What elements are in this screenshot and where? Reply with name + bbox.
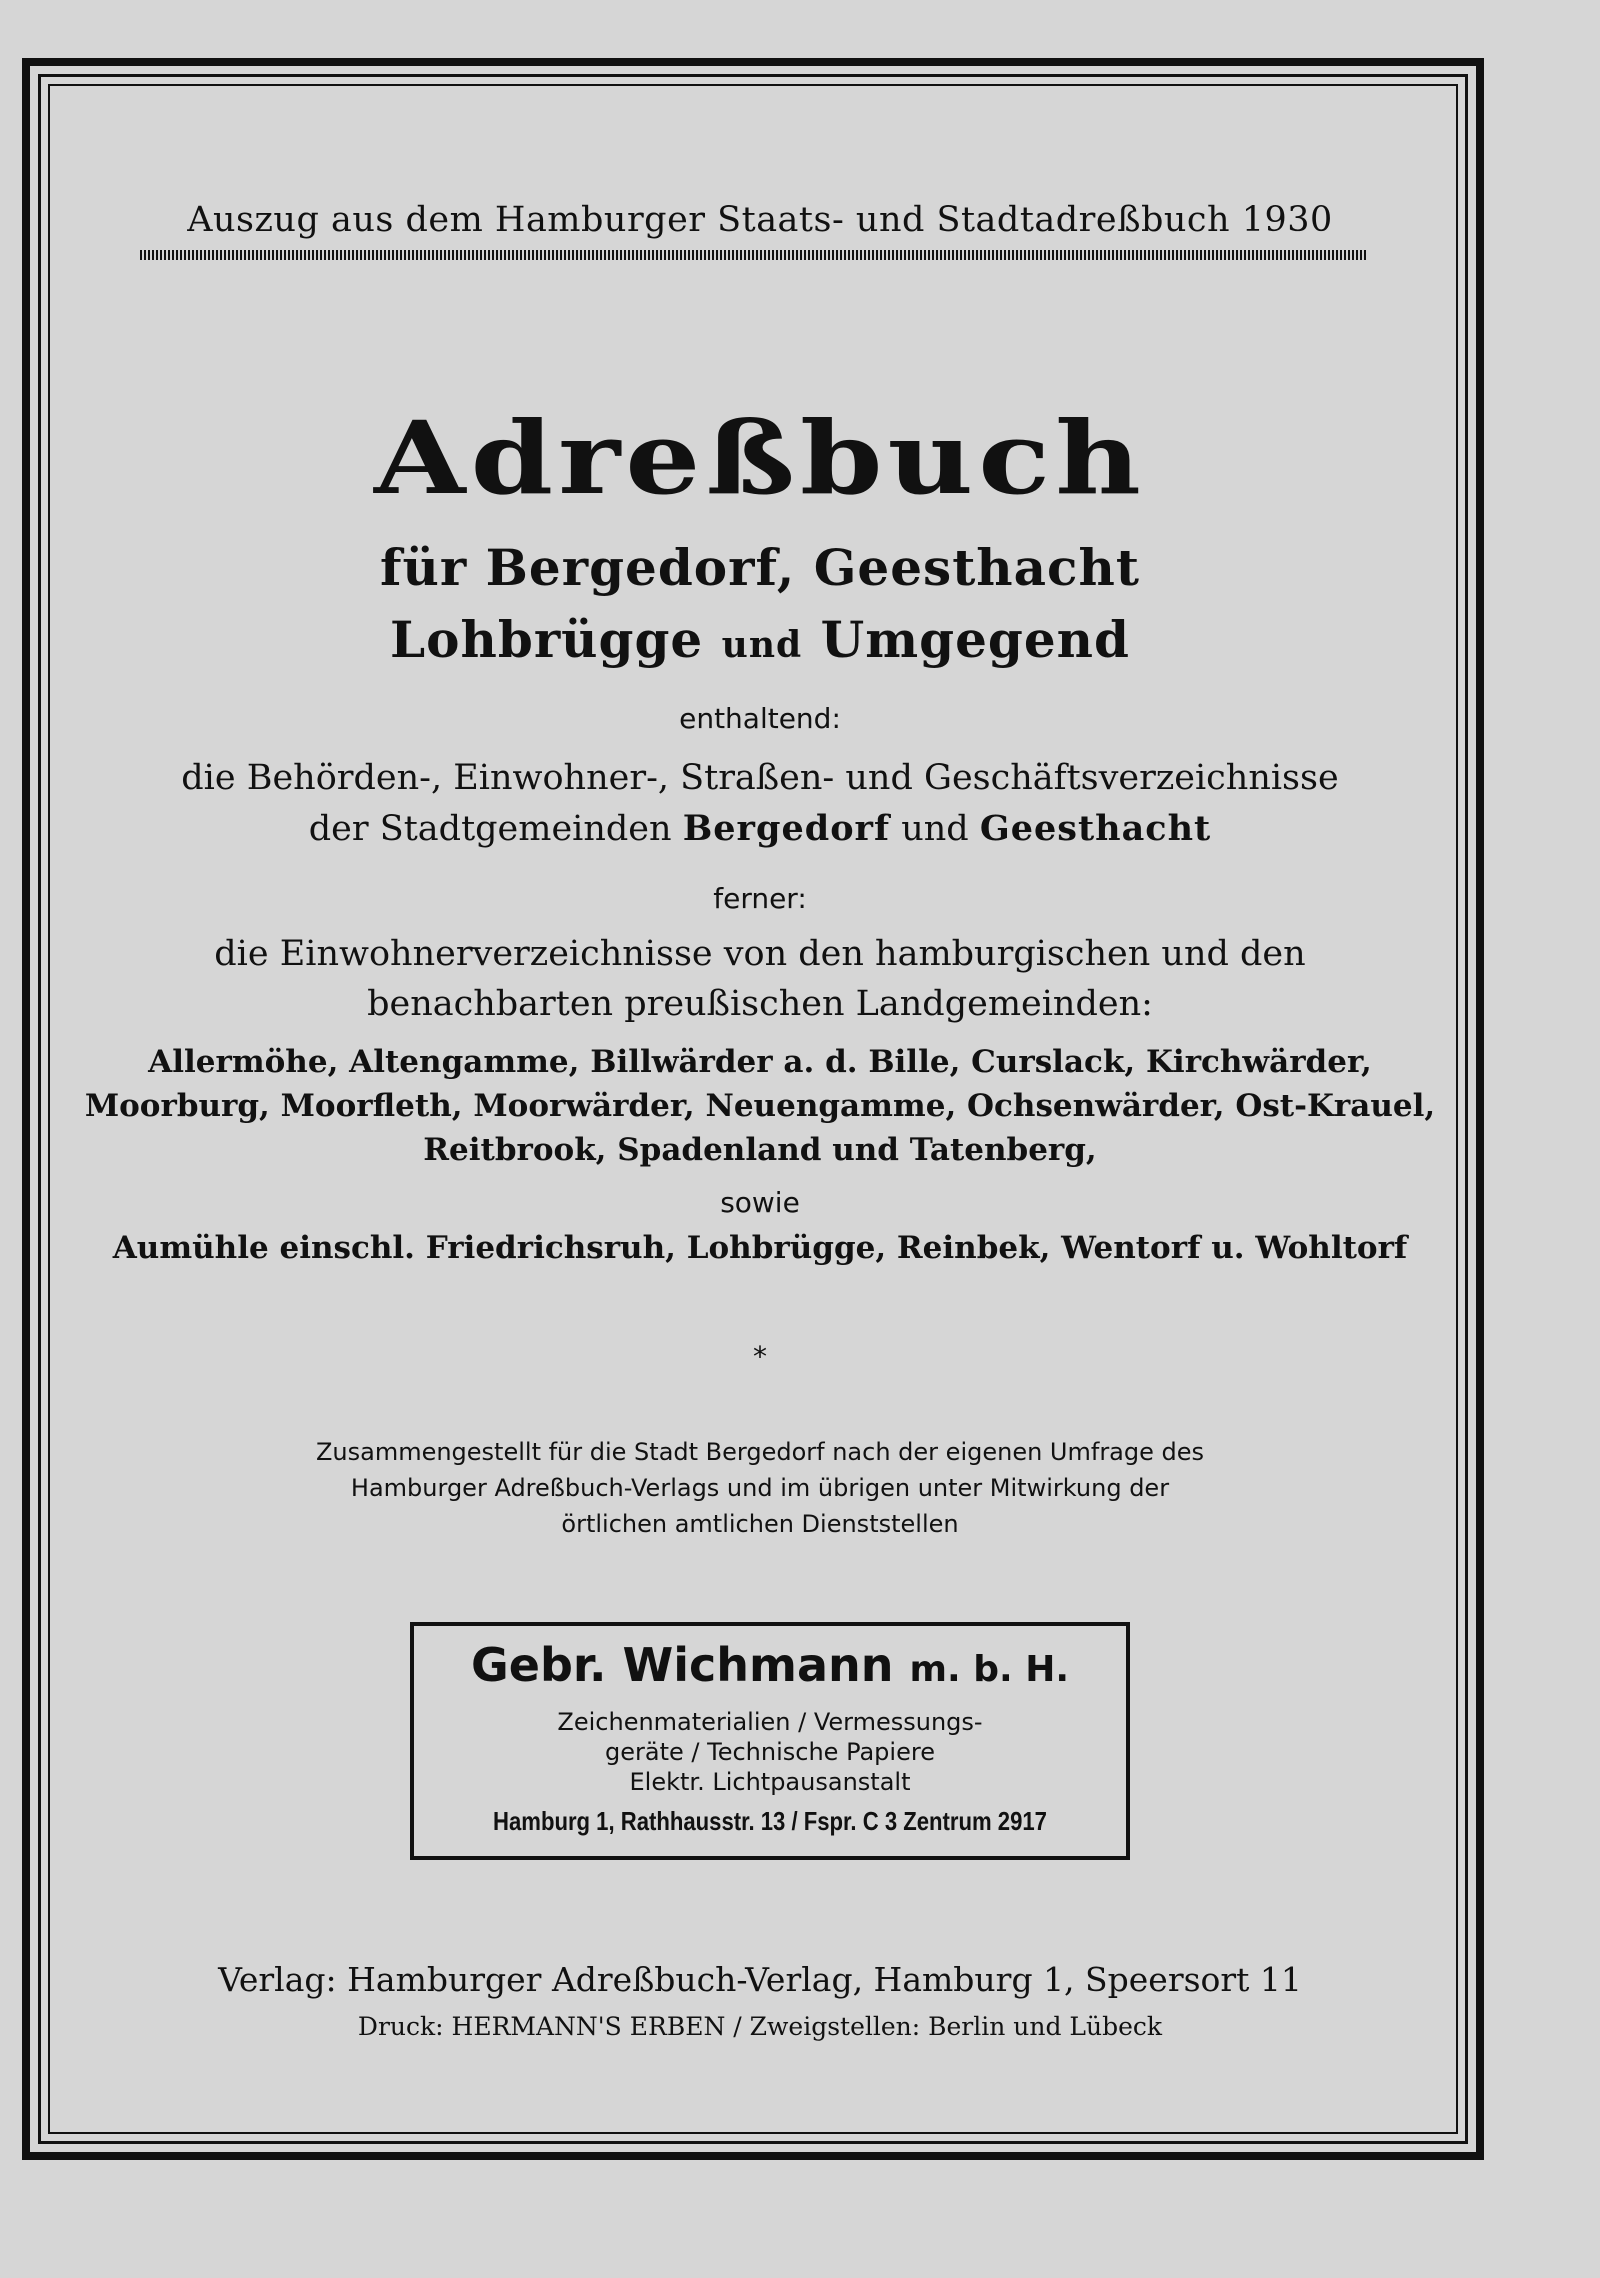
subtitle-und: und	[721, 624, 803, 666]
asterisk-divider: *	[753, 1340, 767, 1373]
note-line-2: Hamburger Adreßbuch-Verlags und im übrigen unter Mitwirkung der	[350, 1474, 1170, 1502]
sowie-label: sowie	[720, 1186, 800, 1219]
contents-geesthacht: Geesthacht	[979, 808, 1212, 849]
ferner-line-1: die Einwohnerverzeichnisse von den hamburgischen und den	[214, 934, 1306, 974]
ad-suffix: m. b. H.	[909, 1649, 1070, 1690]
villages-line-2: Moorburg, Moorfleth, Moorwärder, Neuengamme, Ochsenwärder, Ost-Krauel,	[84, 1088, 1436, 1124]
villages-line-1: Allermöhe, Altengamme, Billwärder a. d. Bille, Curslack, Kirchwärder,	[148, 1044, 1372, 1080]
ad-line-1: Zeichenmaterialien / Vermessungs-	[557, 1708, 983, 1736]
note-line-1: Zusammengestellt für die Stadt Bergedorf nach der eigenen Umfrage des	[315, 1438, 1205, 1466]
contents-bergedorf: Bergedorf	[682, 808, 891, 849]
ad-address: Hamburg 1, Rathhausstr. 13 / Fspr. C 3 Zentrum 2917	[493, 1806, 1047, 1836]
subtitle-lohbruegge: Lohbrügge	[390, 610, 704, 669]
note-line-3: örtlichen amtlichen Dienststellen	[561, 1510, 959, 1538]
ad-line-2: geräte / Technische Papiere	[605, 1738, 935, 1766]
ferner-line-2: benachbarten preußischen Landgemeinden:	[367, 984, 1153, 1024]
page-title: Adreßbuch	[374, 398, 1146, 517]
contents-stadtgemeinden: der Stadtgemeinden	[308, 809, 672, 849]
enthaltend-label: enthaltend:	[679, 702, 841, 735]
contents-line-1: die Behörden-, Einwohner-, Straßen- und Geschäftsverzeichnisse	[181, 758, 1339, 798]
contents-und: und	[901, 809, 969, 849]
ad-line-3: Elektr. Lichtpausanstalt	[629, 1768, 911, 1796]
ferner-label: ferner:	[713, 882, 807, 915]
publisher-line: Verlag: Hamburger Adreßbuch-Verlag, Hamburg 1, Speersort 11	[218, 1960, 1302, 1999]
printer-line: Druck: HERMANN'S ERBEN / Zweigstellen: Berlin und Lübeck	[357, 2012, 1163, 2041]
subtitle-line-1: für Bergedorf, Geesthacht	[380, 538, 1140, 597]
villages-line-3: Reitbrook, Spadenland und Tatenberg,	[423, 1132, 1097, 1168]
subtitle-line-2	[0, 610, 1520, 669]
subtitle-umgegend: Umgegend	[820, 610, 1130, 669]
contents-line-2	[0, 808, 1520, 849]
header-text: Auszug aus dem Hamburger Staats- und Stadtadreßbuch 1930	[187, 200, 1333, 240]
advertisement-box	[410, 1622, 1130, 1860]
ad-name: Gebr. Wichmann	[470, 1638, 894, 1692]
sowie-line: Aumühle einschl. Friedrichsruh, Lohbrügge, Reinbek, Wentorf u. Wohltorf	[112, 1230, 1408, 1266]
header-rule	[140, 250, 1368, 260]
ad-company-name	[414, 1638, 1126, 1692]
